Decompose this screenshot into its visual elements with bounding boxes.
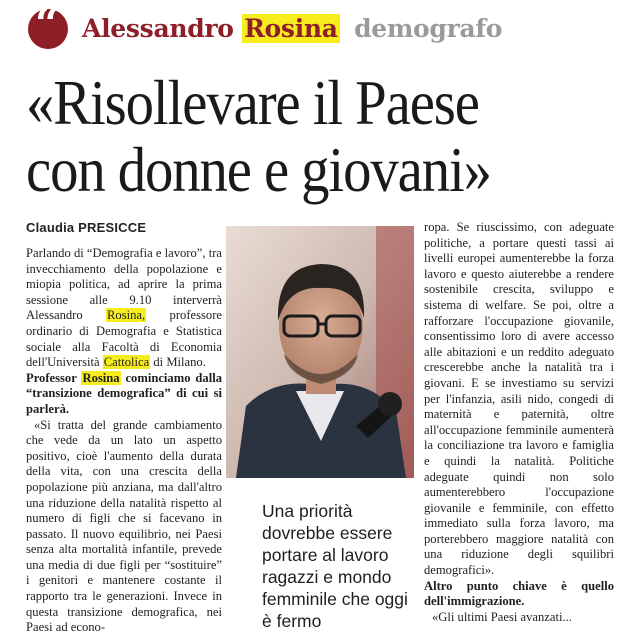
byline-first-name: Claudia [26, 220, 75, 235]
article-text: di Milano. [150, 355, 206, 370]
kicker-last-name: Rosina [244, 14, 338, 43]
highlight-name: Rosina, [107, 308, 146, 323]
kicker-first-name: Alessandro [82, 14, 234, 43]
article-text: Parlando di “Demografia e lavoro”, tra invecchiamento della popolazione e miopia politica, ad aprire la prima sessione alle 9.10 interverrà Alessandro [26, 246, 222, 323]
article-paragraph: «Si tratta del grande cambiamento che vede da un lato un aspetto positivo, cioè l'aumento della durata della vita, con una crescita della popolazione più anziana, ma dall'altro una riduzione della natalità rispetto al numero di figli che si facevano in passato. Il nuovo equilibrio, nei Paesi senza alta mortalità infantile, prevede una media di due figli per “sostituire” i genitori e mantenere costante il rapporto tra le generazioni. Invece in questa transizione demografica, nei Paesi ad econo- [26, 417, 222, 635]
byline-last-name: PRESICCE [78, 220, 147, 235]
question-text: Professor [26, 370, 82, 385]
interview-question: Altro punto chiave è quello dell'immigrazione. [424, 578, 614, 609]
portrait-illustration [226, 226, 414, 478]
article-column-3 [424, 220, 614, 625]
question-text: cominciamo dalla “transizione demografica” di cui si parlerà. [26, 370, 222, 416]
article-paragraph [26, 246, 222, 371]
article-paragraph: ropa. Se riuscissimo, con adeguate politiche, a portare questi tassi ai livelli europei aumenterebbe la forza lavoro e questo aiuterebbe a rendere sostenibile crescita, sviluppo e sistema di welfare. Se poi, oltre a rafforzare l'occupazione giovanile, consentissimo loro di avere accesso alle abitazioni e un reddito adeguato crescerebbe anche la natalità tra i giovani. E se investiamo su servizi per l'infanzia, asili nido, congedi di maternità e paternità, oltre all'occupazione femminile aumenterà la conciliazione tra lavoro e famiglia e quindi la natalità. Politiche adeguate quindi non solo aumenterebbero l'occupazione giovanile e femminile, con effetto immediato sulla forza lavoro, ma porterebbero maggiore natalità con una riduzione degli squilibri demografici». [424, 220, 614, 578]
highlight-university: Cattolica [103, 355, 150, 370]
article-paragraph: «Gli ultimi Paesi avanzati... [432, 609, 572, 624]
highlight-name: Rosina [82, 370, 120, 385]
quote-icon: “ [28, 9, 68, 49]
portrait-photo [226, 226, 414, 478]
article-text: professore ordinario di Demografia e Statistica sociale alla Facoltà di Economia dell'Università [26, 308, 222, 370]
kicker-role: demografo [354, 14, 503, 43]
pull-quote: Una priorità dovrebbe essere portare al lavoro ragazzi e mondo femminile che oggi è fermo [262, 501, 408, 631]
headline [26, 70, 557, 204]
article-column-1 [26, 246, 222, 636]
headline-line-1: «Risollevare il Paese [26, 68, 479, 138]
interview-question [26, 371, 222, 418]
headline-line-2: con donne e giovani» [26, 135, 491, 205]
kicker [28, 0, 618, 50]
kicker-text [82, 14, 502, 44]
byline [26, 220, 146, 236]
